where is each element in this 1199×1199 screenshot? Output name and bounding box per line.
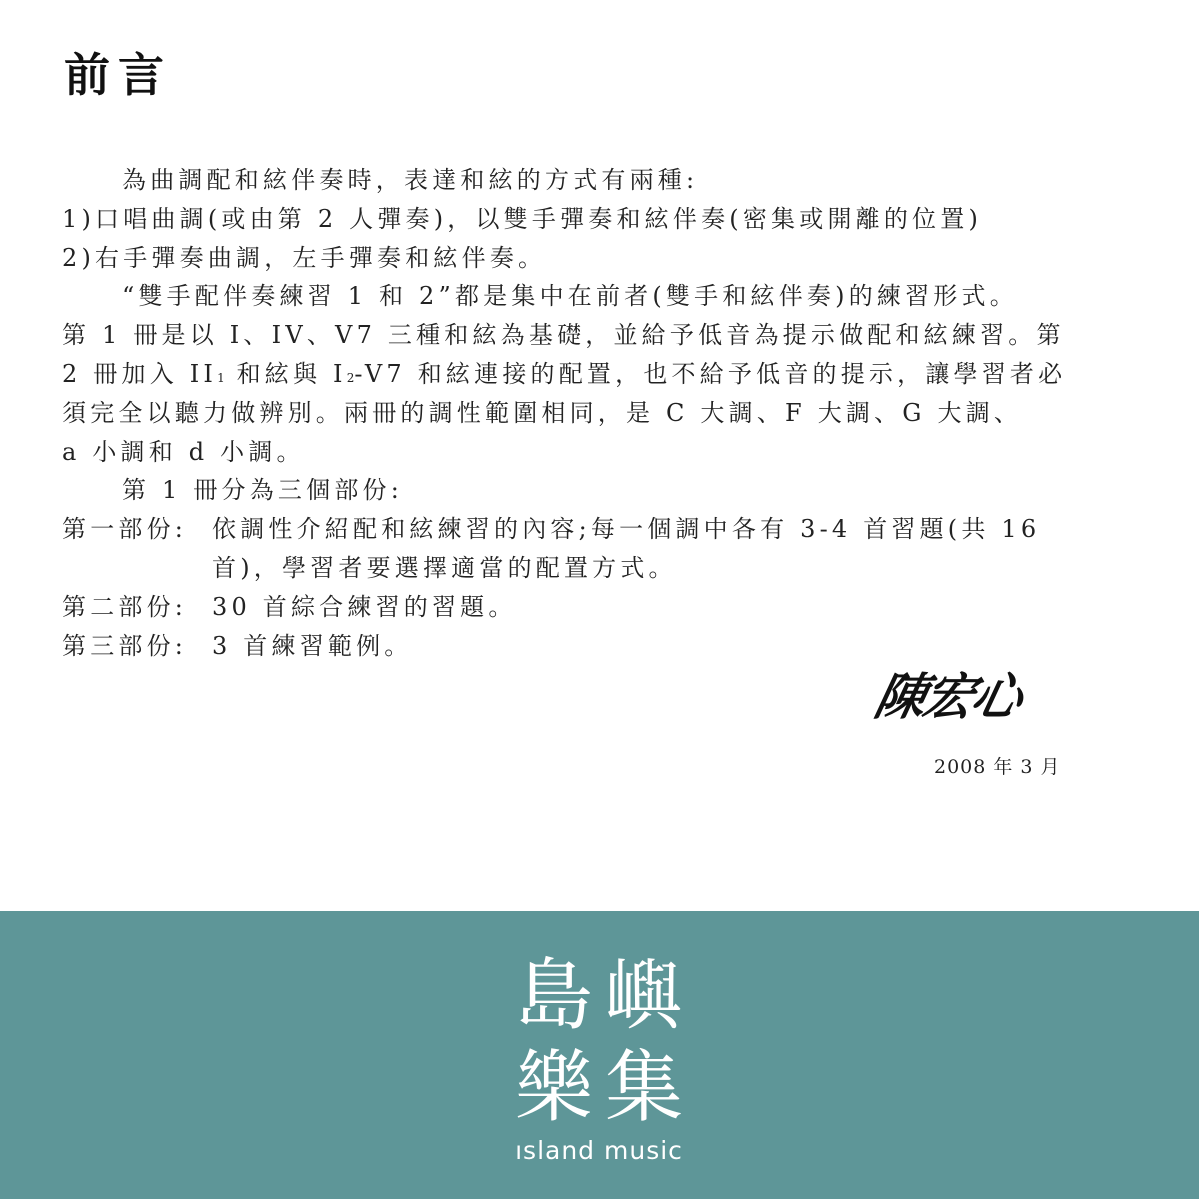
island-music-logo (509, 950, 689, 1175)
part-content (212, 510, 1082, 588)
list-item-1: 1)口唱曲調(或由第 2 人彈奏)，以雙手彈奏和絃伴奏(密集或開離的位置) (62, 204, 983, 233)
logo-characters (509, 950, 689, 1134)
preface-body (62, 161, 1082, 665)
logo-char: 島 (514, 951, 593, 1041)
part-2 (62, 588, 1082, 627)
chord-subscript: 2 (346, 370, 355, 385)
logo-char: 樂 (514, 1043, 593, 1133)
paragraph-series-line-1: “雙手配伴奏練習 1 和 2”都是集中在前者(雙手和絃伴奏)的練習形式。 (122, 282, 1018, 311)
part-content: 30 首綜合練習的習題。 (212, 592, 517, 621)
paragraph-intro: 為曲調配和絃伴奏時，表達和絃的方式有兩種: (122, 166, 699, 194)
logo-char: 集 (604, 1043, 683, 1133)
paragraph-series-line-4: 須完全以聽力做辨別。兩冊的調性範圍相同，是 C 大調、F 大調、G 大調、 (62, 398, 1023, 427)
paragraph-series-line-5: a 小調和 d 小調。 (62, 437, 305, 466)
logo-subtitle: ısland music (515, 1136, 683, 1165)
part-label: 第三部份: (62, 631, 188, 660)
paragraph-series-line-3 (62, 355, 1082, 394)
chord-subscript: 1 (217, 370, 225, 385)
author-signature: 陳宏心 (869, 668, 1027, 726)
text-segment: 和絃與 I (224, 359, 347, 388)
part-content: 3 首練習範例。 (212, 631, 413, 660)
part-3 (62, 627, 1082, 666)
part-label: 第一部份: (62, 515, 188, 544)
date-text: 2008 年 3 月 (934, 756, 1061, 778)
list-item-2: 2)右手彈奏曲調，左手彈奏和絃伴奏。 (62, 243, 547, 272)
paragraph-parts-intro: 第 1 冊分為三個部份: (122, 476, 404, 505)
part-content-line: 首)，學習者要選擇適當的配置方式。 (212, 553, 677, 582)
text-segment: -V7 和絃連接的配置，也不給予低音的提示，讓學習者必 (354, 359, 1067, 388)
part-label: 第二部份: (62, 592, 188, 621)
paragraph-series-line-2: 第 1 冊是以 I、IV、V7 三種和絃為基礎，並給予低音為提示做配和絃練習。第 (62, 321, 1065, 350)
part-1 (62, 510, 1082, 588)
part-content-line: 依調性介紹配和絃練習的內容;每一個調中各有 3-4 首習題(共 16 (212, 515, 1041, 544)
logo-char: 嶼 (604, 951, 683, 1041)
text-segment: 2 冊加入 II (62, 359, 218, 388)
page-title: 前言 (64, 48, 172, 102)
